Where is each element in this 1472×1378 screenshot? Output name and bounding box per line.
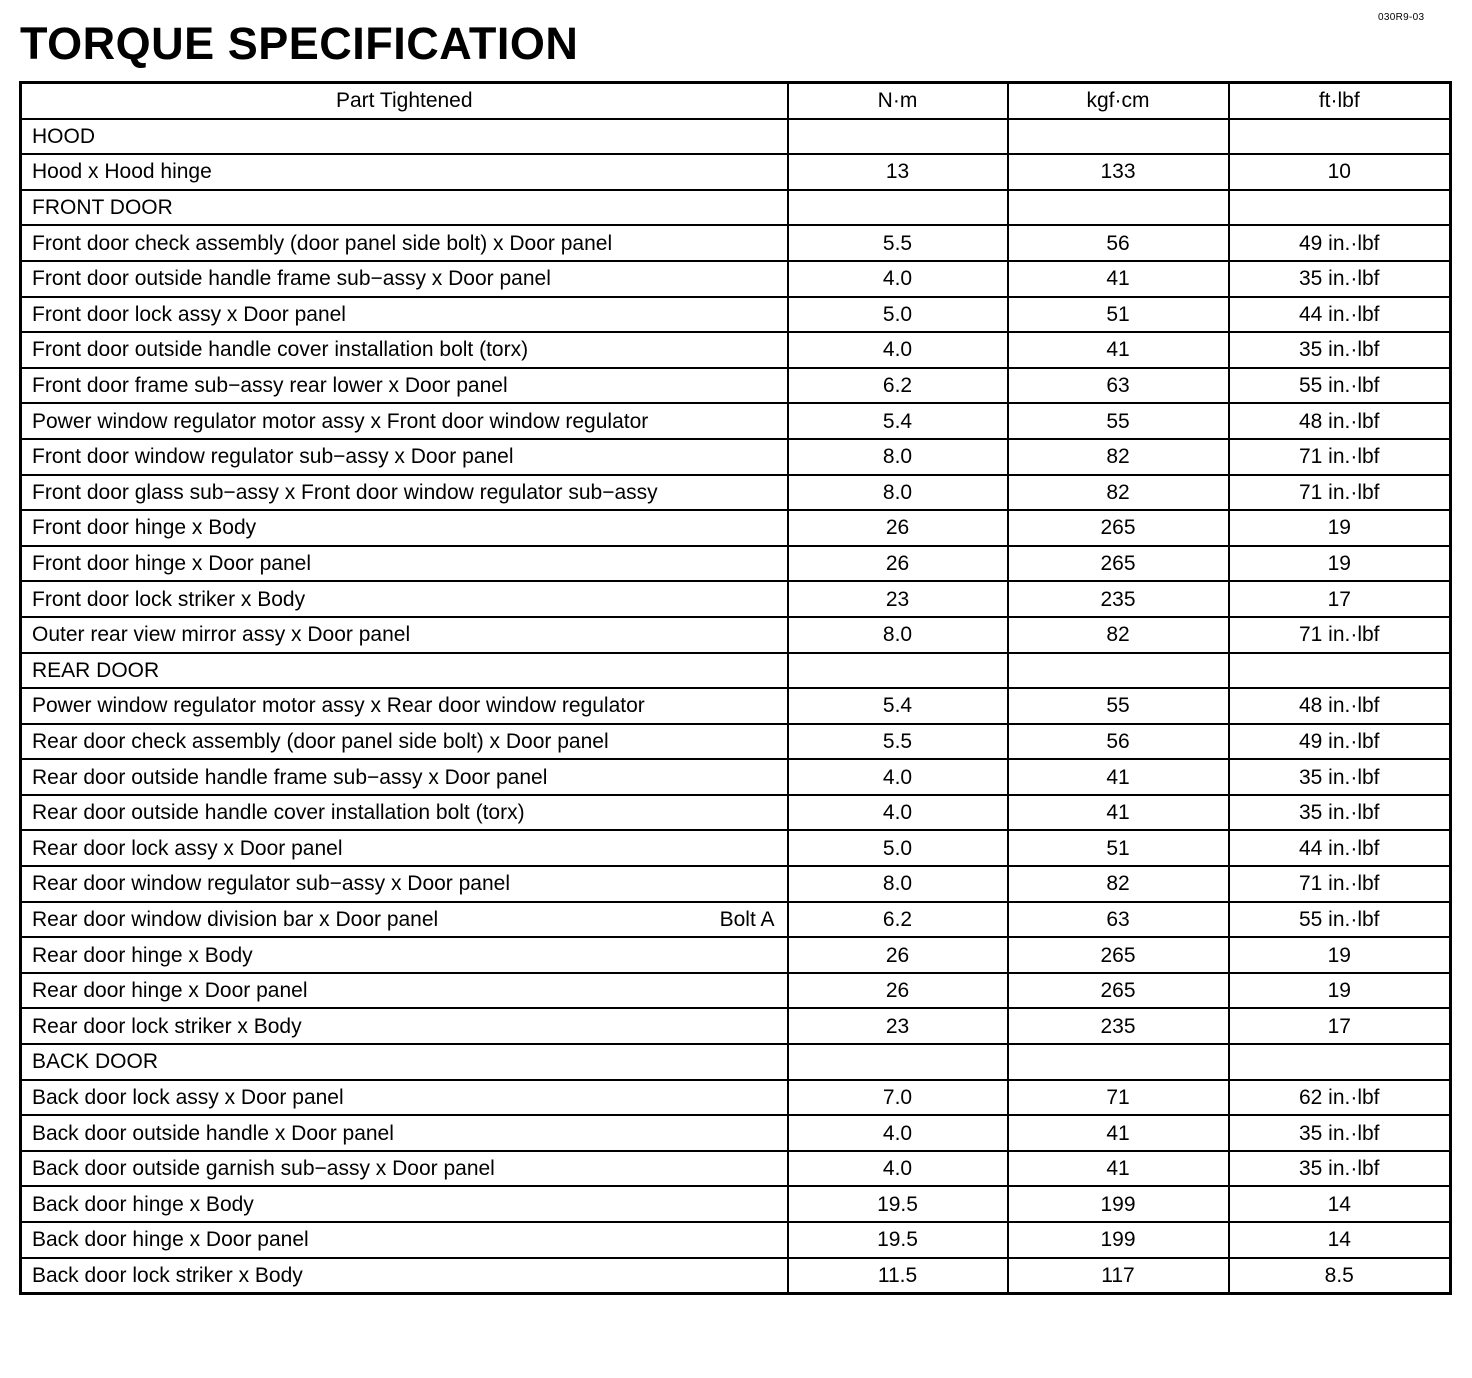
nm-cell bbox=[788, 368, 1008, 404]
kgf-cm-value: 82 bbox=[1106, 872, 1130, 896]
kgf-cm-cell bbox=[1008, 297, 1229, 333]
ft-lbf-value: 19 bbox=[1327, 979, 1351, 1003]
kgf-cm-cell bbox=[1008, 1044, 1229, 1080]
part-cell bbox=[21, 1258, 788, 1294]
part-cell bbox=[21, 688, 788, 724]
nm-cell bbox=[788, 617, 1008, 653]
table-row bbox=[21, 1151, 1451, 1187]
kgf-cm-value: 199 bbox=[1100, 1228, 1136, 1252]
header-ft-lbf: ft·lbf bbox=[1229, 83, 1451, 119]
part-name: Rear door window regulator sub−assy x Door panel bbox=[32, 872, 511, 896]
ft-lbf-value: 55 in.·lbf bbox=[1298, 374, 1380, 398]
nm-value: 5.0 bbox=[882, 302, 913, 326]
kgf-cm-value: 41 bbox=[1106, 801, 1130, 825]
part-name: Front door lock striker x Body bbox=[32, 587, 306, 611]
nm-value: 4.0 bbox=[882, 1121, 913, 1145]
ft-lbf-cell bbox=[1229, 510, 1451, 546]
part-cell bbox=[21, 297, 788, 333]
ft-lbf-cell bbox=[1229, 546, 1451, 582]
kgf-cm-cell bbox=[1008, 119, 1229, 155]
kgf-cm-value: 56 bbox=[1106, 729, 1130, 753]
page-title: TORQUE SPECIFICATION bbox=[20, 18, 579, 69]
part-name: Front door lock assy x Door panel bbox=[32, 302, 346, 326]
part-cell bbox=[21, 190, 788, 226]
ft-lbf-cell bbox=[1229, 795, 1451, 831]
ft-lbf-cell bbox=[1229, 581, 1451, 617]
ft-lbf-value: 71 in.·lbf bbox=[1298, 623, 1380, 647]
table-row bbox=[21, 830, 1451, 866]
nm-value: 8.0 bbox=[882, 480, 913, 504]
part-cell bbox=[21, 866, 788, 902]
ft-lbf-cell bbox=[1229, 439, 1451, 475]
kgf-cm-value: 55 bbox=[1106, 409, 1130, 433]
table-row bbox=[21, 119, 1451, 155]
part-name: Front door frame sub−assy rear lower x Door panel bbox=[32, 374, 508, 398]
kgf-cm-cell bbox=[1008, 617, 1229, 653]
ft-lbf-value: 19 bbox=[1327, 552, 1351, 576]
part-cell bbox=[21, 1080, 788, 1116]
table-row bbox=[21, 225, 1451, 261]
part-name: Rear door lock striker x Body bbox=[32, 1014, 302, 1038]
nm-cell bbox=[788, 1151, 1008, 1187]
table-row bbox=[21, 1222, 1451, 1258]
ft-lbf-cell bbox=[1229, 902, 1451, 938]
table-row bbox=[21, 510, 1451, 546]
nm-value: 26 bbox=[885, 979, 910, 1003]
table-row bbox=[21, 795, 1451, 831]
part-cell bbox=[21, 1044, 788, 1080]
kgf-cm-value: 82 bbox=[1106, 623, 1130, 647]
ft-lbf-cell bbox=[1229, 866, 1451, 902]
nm-cell bbox=[788, 403, 1008, 439]
ft-lbf-cell bbox=[1229, 1258, 1451, 1294]
nm-value: 5.5 bbox=[882, 729, 913, 753]
kgf-cm-value: 265 bbox=[1100, 979, 1136, 1003]
table-row bbox=[21, 368, 1451, 404]
part-name: Power window regulator motor assy x Front door window regulator bbox=[32, 409, 649, 433]
torque-spec-table bbox=[19, 81, 1452, 1295]
table-row bbox=[21, 688, 1451, 724]
kgf-cm-value: 265 bbox=[1100, 552, 1136, 576]
header-kgf-cm: kgf·cm bbox=[1008, 83, 1229, 119]
ft-lbf-value: 49 in.·lbf bbox=[1298, 231, 1380, 255]
part-name: HOOD bbox=[32, 124, 95, 148]
document-code: 030R9-03 bbox=[1378, 12, 1425, 23]
ft-lbf-value: 55 in.·lbf bbox=[1298, 907, 1380, 931]
nm-value: 8.0 bbox=[882, 623, 913, 647]
ft-lbf-cell bbox=[1229, 190, 1451, 226]
kgf-cm-cell bbox=[1008, 510, 1229, 546]
table-row bbox=[21, 1008, 1451, 1044]
ft-lbf-value: 35 in.·lbf bbox=[1298, 338, 1380, 362]
nm-value: 4.0 bbox=[882, 267, 913, 291]
nm-value: 26 bbox=[885, 943, 910, 967]
table-row bbox=[21, 154, 1451, 190]
table-row bbox=[21, 403, 1451, 439]
nm-cell bbox=[788, 1186, 1008, 1222]
nm-cell bbox=[788, 795, 1008, 831]
nm-cell bbox=[788, 119, 1008, 155]
part-name: Hood x Hood hinge bbox=[32, 160, 212, 184]
part-cell bbox=[21, 332, 788, 368]
kgf-cm-cell bbox=[1008, 546, 1229, 582]
nm-value: 4.0 bbox=[882, 338, 913, 362]
table-row bbox=[21, 190, 1451, 226]
part-cell bbox=[21, 1115, 788, 1151]
part-cell bbox=[21, 154, 788, 190]
ft-lbf-cell bbox=[1229, 973, 1451, 1009]
kgf-cm-cell bbox=[1008, 724, 1229, 760]
nm-value: 4.0 bbox=[882, 801, 913, 825]
ft-lbf-cell bbox=[1229, 688, 1451, 724]
kgf-cm-cell bbox=[1008, 866, 1229, 902]
nm-value: 8.0 bbox=[882, 872, 913, 896]
ft-lbf-value: 49 in.·lbf bbox=[1298, 729, 1380, 753]
nm-value: 19.5 bbox=[877, 1228, 918, 1252]
part-name: FRONT DOOR bbox=[32, 196, 173, 220]
ft-lbf-cell bbox=[1229, 617, 1451, 653]
part-cell bbox=[21, 119, 788, 155]
ft-lbf-value: 71 in.·lbf bbox=[1298, 480, 1380, 504]
part-cell bbox=[21, 1151, 788, 1187]
part-cell bbox=[21, 439, 788, 475]
table-row bbox=[21, 1258, 1451, 1294]
part-cell bbox=[21, 724, 788, 760]
nm-cell bbox=[788, 261, 1008, 297]
part-name: Rear door hinge x Door panel bbox=[32, 979, 308, 1003]
kgf-cm-value: 199 bbox=[1100, 1192, 1136, 1216]
part-name: Front door hinge x Door panel bbox=[32, 552, 311, 576]
kgf-cm-value: 82 bbox=[1106, 445, 1130, 469]
ft-lbf-value: 48 in.·lbf bbox=[1298, 694, 1380, 718]
nm-cell bbox=[788, 937, 1008, 973]
ft-lbf-value: 17 bbox=[1327, 587, 1351, 611]
table-row bbox=[21, 439, 1451, 475]
part-name: Rear door check assembly (door panel side bolt) x Door panel bbox=[32, 729, 609, 753]
kgf-cm-value: 265 bbox=[1100, 516, 1136, 540]
kgf-cm-cell bbox=[1008, 653, 1229, 689]
nm-cell bbox=[788, 154, 1008, 190]
kgf-cm-cell bbox=[1008, 225, 1229, 261]
ft-lbf-cell bbox=[1229, 937, 1451, 973]
nm-cell bbox=[788, 1115, 1008, 1151]
nm-cell bbox=[788, 866, 1008, 902]
table-row bbox=[21, 1080, 1451, 1116]
table-body bbox=[21, 119, 1451, 1294]
part-cell bbox=[21, 368, 788, 404]
ft-lbf-value: 35 in.·lbf bbox=[1298, 801, 1380, 825]
ft-lbf-value: 44 in.·lbf bbox=[1298, 302, 1380, 326]
ft-lbf-cell bbox=[1229, 119, 1451, 155]
table-row bbox=[21, 475, 1451, 511]
kgf-cm-cell bbox=[1008, 1151, 1229, 1187]
part-name: Rear door window division bar x Door panel bbox=[32, 907, 439, 931]
nm-cell bbox=[788, 439, 1008, 475]
kgf-cm-value: 41 bbox=[1106, 1121, 1130, 1145]
nm-value: 19.5 bbox=[877, 1192, 918, 1216]
part-cell bbox=[21, 1008, 788, 1044]
part-cell bbox=[21, 225, 788, 261]
part-cell bbox=[21, 581, 788, 617]
kgf-cm-cell bbox=[1008, 1258, 1229, 1294]
kgf-cm-value: 82 bbox=[1106, 480, 1130, 504]
nm-value: 8.0 bbox=[882, 445, 913, 469]
part-note: Bolt A bbox=[719, 907, 775, 931]
part-name: Outer rear view mirror assy x Door panel bbox=[32, 623, 411, 647]
part-name: Power window regulator motor assy x Rear door window regulator bbox=[32, 694, 645, 718]
kgf-cm-cell bbox=[1008, 581, 1229, 617]
ft-lbf-cell bbox=[1229, 653, 1451, 689]
part-name: Rear door hinge x Body bbox=[32, 943, 253, 967]
part-cell bbox=[21, 1222, 788, 1258]
header-part-tightened: Part Tightened bbox=[21, 83, 788, 119]
ft-lbf-value: 35 in.·lbf bbox=[1298, 1157, 1380, 1181]
kgf-cm-cell bbox=[1008, 902, 1229, 938]
kgf-cm-cell bbox=[1008, 1186, 1229, 1222]
nm-cell bbox=[788, 1222, 1008, 1258]
part-name: Rear door lock assy x Door panel bbox=[32, 836, 343, 860]
nm-value: 23 bbox=[885, 587, 910, 611]
table-row bbox=[21, 1115, 1451, 1151]
part-name: Front door window regulator sub−assy x Door panel bbox=[32, 445, 514, 469]
table-row bbox=[21, 653, 1451, 689]
kgf-cm-value: 63 bbox=[1106, 907, 1130, 931]
nm-cell bbox=[788, 759, 1008, 795]
kgf-cm-value: 63 bbox=[1106, 374, 1130, 398]
nm-value: 4.0 bbox=[882, 1157, 913, 1181]
part-cell bbox=[21, 759, 788, 795]
ft-lbf-value: 35 in.·lbf bbox=[1298, 1121, 1380, 1145]
kgf-cm-cell bbox=[1008, 973, 1229, 1009]
ft-lbf-value: 71 in.·lbf bbox=[1298, 872, 1380, 896]
nm-cell bbox=[788, 581, 1008, 617]
table-row bbox=[21, 937, 1451, 973]
kgf-cm-value: 56 bbox=[1106, 231, 1130, 255]
ft-lbf-value: 48 in.·lbf bbox=[1298, 409, 1380, 433]
kgf-cm-cell bbox=[1008, 1222, 1229, 1258]
table-row bbox=[21, 973, 1451, 1009]
ft-lbf-cell bbox=[1229, 1186, 1451, 1222]
nm-cell bbox=[788, 653, 1008, 689]
ft-lbf-cell bbox=[1229, 154, 1451, 190]
kgf-cm-value: 51 bbox=[1106, 836, 1130, 860]
part-cell bbox=[21, 546, 788, 582]
kgf-cm-cell bbox=[1008, 688, 1229, 724]
nm-value: 4.0 bbox=[882, 765, 913, 789]
ft-lbf-value: 8.5 bbox=[1324, 1263, 1354, 1287]
part-cell bbox=[21, 510, 788, 546]
ft-lbf-cell bbox=[1229, 1044, 1451, 1080]
ft-lbf-value: 44 in.·lbf bbox=[1298, 836, 1380, 860]
ft-lbf-cell bbox=[1229, 1151, 1451, 1187]
kgf-cm-cell bbox=[1008, 1008, 1229, 1044]
part-name: Rear door outside handle frame sub−assy x Door panel bbox=[32, 765, 548, 789]
nm-value: 13 bbox=[885, 160, 910, 184]
nm-cell bbox=[788, 724, 1008, 760]
kgf-cm-value: 41 bbox=[1106, 765, 1130, 789]
nm-value: 5.5 bbox=[882, 231, 913, 255]
ft-lbf-cell bbox=[1229, 297, 1451, 333]
nm-cell bbox=[788, 225, 1008, 261]
nm-cell bbox=[788, 475, 1008, 511]
nm-value: 23 bbox=[885, 1014, 910, 1038]
table-row bbox=[21, 261, 1451, 297]
kgf-cm-value: 71 bbox=[1106, 1085, 1130, 1109]
ft-lbf-value: 62 in.·lbf bbox=[1298, 1085, 1380, 1109]
table-row bbox=[21, 1044, 1451, 1080]
nm-cell bbox=[788, 1008, 1008, 1044]
ft-lbf-value: 71 in.·lbf bbox=[1298, 445, 1380, 469]
part-name: REAR DOOR bbox=[32, 658, 160, 682]
table-row bbox=[21, 759, 1451, 795]
part-name: Front door outside handle frame sub−assy x Door panel bbox=[32, 267, 551, 291]
nm-cell bbox=[788, 510, 1008, 546]
kgf-cm-cell bbox=[1008, 795, 1229, 831]
part-name: Back door outside handle x Door panel bbox=[32, 1121, 394, 1145]
ft-lbf-cell bbox=[1229, 830, 1451, 866]
ft-lbf-value: 35 in.·lbf bbox=[1298, 267, 1380, 291]
ft-lbf-value: 19 bbox=[1327, 943, 1351, 967]
part-cell bbox=[21, 830, 788, 866]
part-cell bbox=[21, 973, 788, 1009]
nm-cell bbox=[788, 902, 1008, 938]
part-cell bbox=[21, 475, 788, 511]
kgf-cm-value: 133 bbox=[1100, 160, 1136, 184]
part-name: BACK DOOR bbox=[32, 1050, 159, 1074]
ft-lbf-cell bbox=[1229, 261, 1451, 297]
nm-value: 26 bbox=[885, 516, 910, 540]
nm-value: 6.2 bbox=[882, 374, 913, 398]
kgf-cm-cell bbox=[1008, 368, 1229, 404]
kgf-cm-value: 265 bbox=[1100, 943, 1136, 967]
kgf-cm-value: 51 bbox=[1106, 302, 1130, 326]
kgf-cm-cell bbox=[1008, 403, 1229, 439]
table-row bbox=[21, 297, 1451, 333]
ft-lbf-value: 19 bbox=[1327, 516, 1351, 540]
part-name: Rear door outside handle cover installation bolt (torx) bbox=[32, 801, 525, 825]
nm-value: 6.2 bbox=[882, 907, 913, 931]
part-cell bbox=[21, 795, 788, 831]
header-nm: N·m bbox=[788, 83, 1008, 119]
table-row bbox=[21, 1186, 1451, 1222]
nm-value: 11.5 bbox=[877, 1263, 918, 1287]
nm-value: 7.0 bbox=[882, 1085, 913, 1109]
kgf-cm-cell bbox=[1008, 475, 1229, 511]
kgf-cm-cell bbox=[1008, 759, 1229, 795]
kgf-cm-cell bbox=[1008, 439, 1229, 475]
kgf-cm-cell bbox=[1008, 261, 1229, 297]
ft-lbf-cell bbox=[1229, 403, 1451, 439]
table-row bbox=[21, 866, 1451, 902]
part-cell bbox=[21, 403, 788, 439]
table-row bbox=[21, 902, 1451, 938]
kgf-cm-cell bbox=[1008, 190, 1229, 226]
part-name: Back door hinge x Body bbox=[32, 1192, 254, 1216]
ft-lbf-cell bbox=[1229, 1008, 1451, 1044]
nm-value: 5.4 bbox=[882, 409, 913, 433]
kgf-cm-value: 41 bbox=[1106, 338, 1130, 362]
ft-lbf-cell bbox=[1229, 225, 1451, 261]
ft-lbf-cell bbox=[1229, 475, 1451, 511]
ft-lbf-cell bbox=[1229, 724, 1451, 760]
table-row bbox=[21, 546, 1451, 582]
ft-lbf-cell bbox=[1229, 332, 1451, 368]
ft-lbf-cell bbox=[1229, 368, 1451, 404]
part-name: Back door outside garnish sub−assy x Door panel bbox=[32, 1157, 495, 1181]
kgf-cm-value: 41 bbox=[1106, 1157, 1130, 1181]
part-cell bbox=[21, 653, 788, 689]
table-row bbox=[21, 332, 1451, 368]
ft-lbf-cell bbox=[1229, 759, 1451, 795]
nm-cell bbox=[788, 332, 1008, 368]
part-cell bbox=[21, 261, 788, 297]
kgf-cm-value: 235 bbox=[1100, 587, 1136, 611]
nm-cell bbox=[788, 190, 1008, 226]
part-cell bbox=[21, 617, 788, 653]
nm-value: 5.4 bbox=[882, 694, 913, 718]
nm-cell bbox=[788, 546, 1008, 582]
table-row bbox=[21, 617, 1451, 653]
ft-lbf-cell bbox=[1229, 1080, 1451, 1116]
part-cell bbox=[21, 937, 788, 973]
part-name: Back door hinge x Door panel bbox=[32, 1228, 309, 1252]
ft-lbf-cell bbox=[1229, 1115, 1451, 1151]
part-name: Front door glass sub−assy x Front door window regulator sub−assy bbox=[32, 480, 658, 504]
table-header-row bbox=[21, 83, 1451, 119]
kgf-cm-cell bbox=[1008, 154, 1229, 190]
nm-value: 5.0 bbox=[882, 836, 913, 860]
kgf-cm-cell bbox=[1008, 332, 1229, 368]
ft-lbf-value: 14 bbox=[1327, 1192, 1351, 1216]
nm-cell bbox=[788, 1080, 1008, 1116]
nm-value: 26 bbox=[885, 552, 910, 576]
kgf-cm-value: 235 bbox=[1100, 1014, 1136, 1038]
kgf-cm-cell bbox=[1008, 830, 1229, 866]
part-cell bbox=[21, 1186, 788, 1222]
ft-lbf-value: 17 bbox=[1327, 1014, 1351, 1038]
ft-lbf-value: 14 bbox=[1327, 1228, 1351, 1252]
nm-cell bbox=[788, 1044, 1008, 1080]
ft-lbf-cell bbox=[1229, 1222, 1451, 1258]
nm-cell bbox=[788, 973, 1008, 1009]
nm-cell bbox=[788, 1258, 1008, 1294]
kgf-cm-value: 117 bbox=[1101, 1263, 1135, 1287]
kgf-cm-cell bbox=[1008, 937, 1229, 973]
ft-lbf-value: 10 bbox=[1327, 160, 1351, 184]
part-name: Front door hinge x Body bbox=[32, 516, 257, 540]
kgf-cm-value: 55 bbox=[1106, 694, 1130, 718]
table-row bbox=[21, 581, 1451, 617]
nm-cell bbox=[788, 830, 1008, 866]
kgf-cm-cell bbox=[1008, 1080, 1229, 1116]
part-name: Back door lock assy x Door panel bbox=[32, 1085, 344, 1109]
nm-cell bbox=[788, 688, 1008, 724]
kgf-cm-cell bbox=[1008, 1115, 1229, 1151]
part-cell bbox=[21, 902, 788, 938]
ft-lbf-value: 35 in.·lbf bbox=[1298, 765, 1380, 789]
table-row bbox=[21, 724, 1451, 760]
part-name: Front door check assembly (door panel side bolt) x Door panel bbox=[32, 231, 613, 255]
part-name: Back door lock striker x Body bbox=[32, 1263, 303, 1287]
part-name: Front door outside handle cover installation bolt (torx) bbox=[32, 338, 529, 362]
nm-cell bbox=[788, 297, 1008, 333]
kgf-cm-value: 41 bbox=[1106, 267, 1130, 291]
